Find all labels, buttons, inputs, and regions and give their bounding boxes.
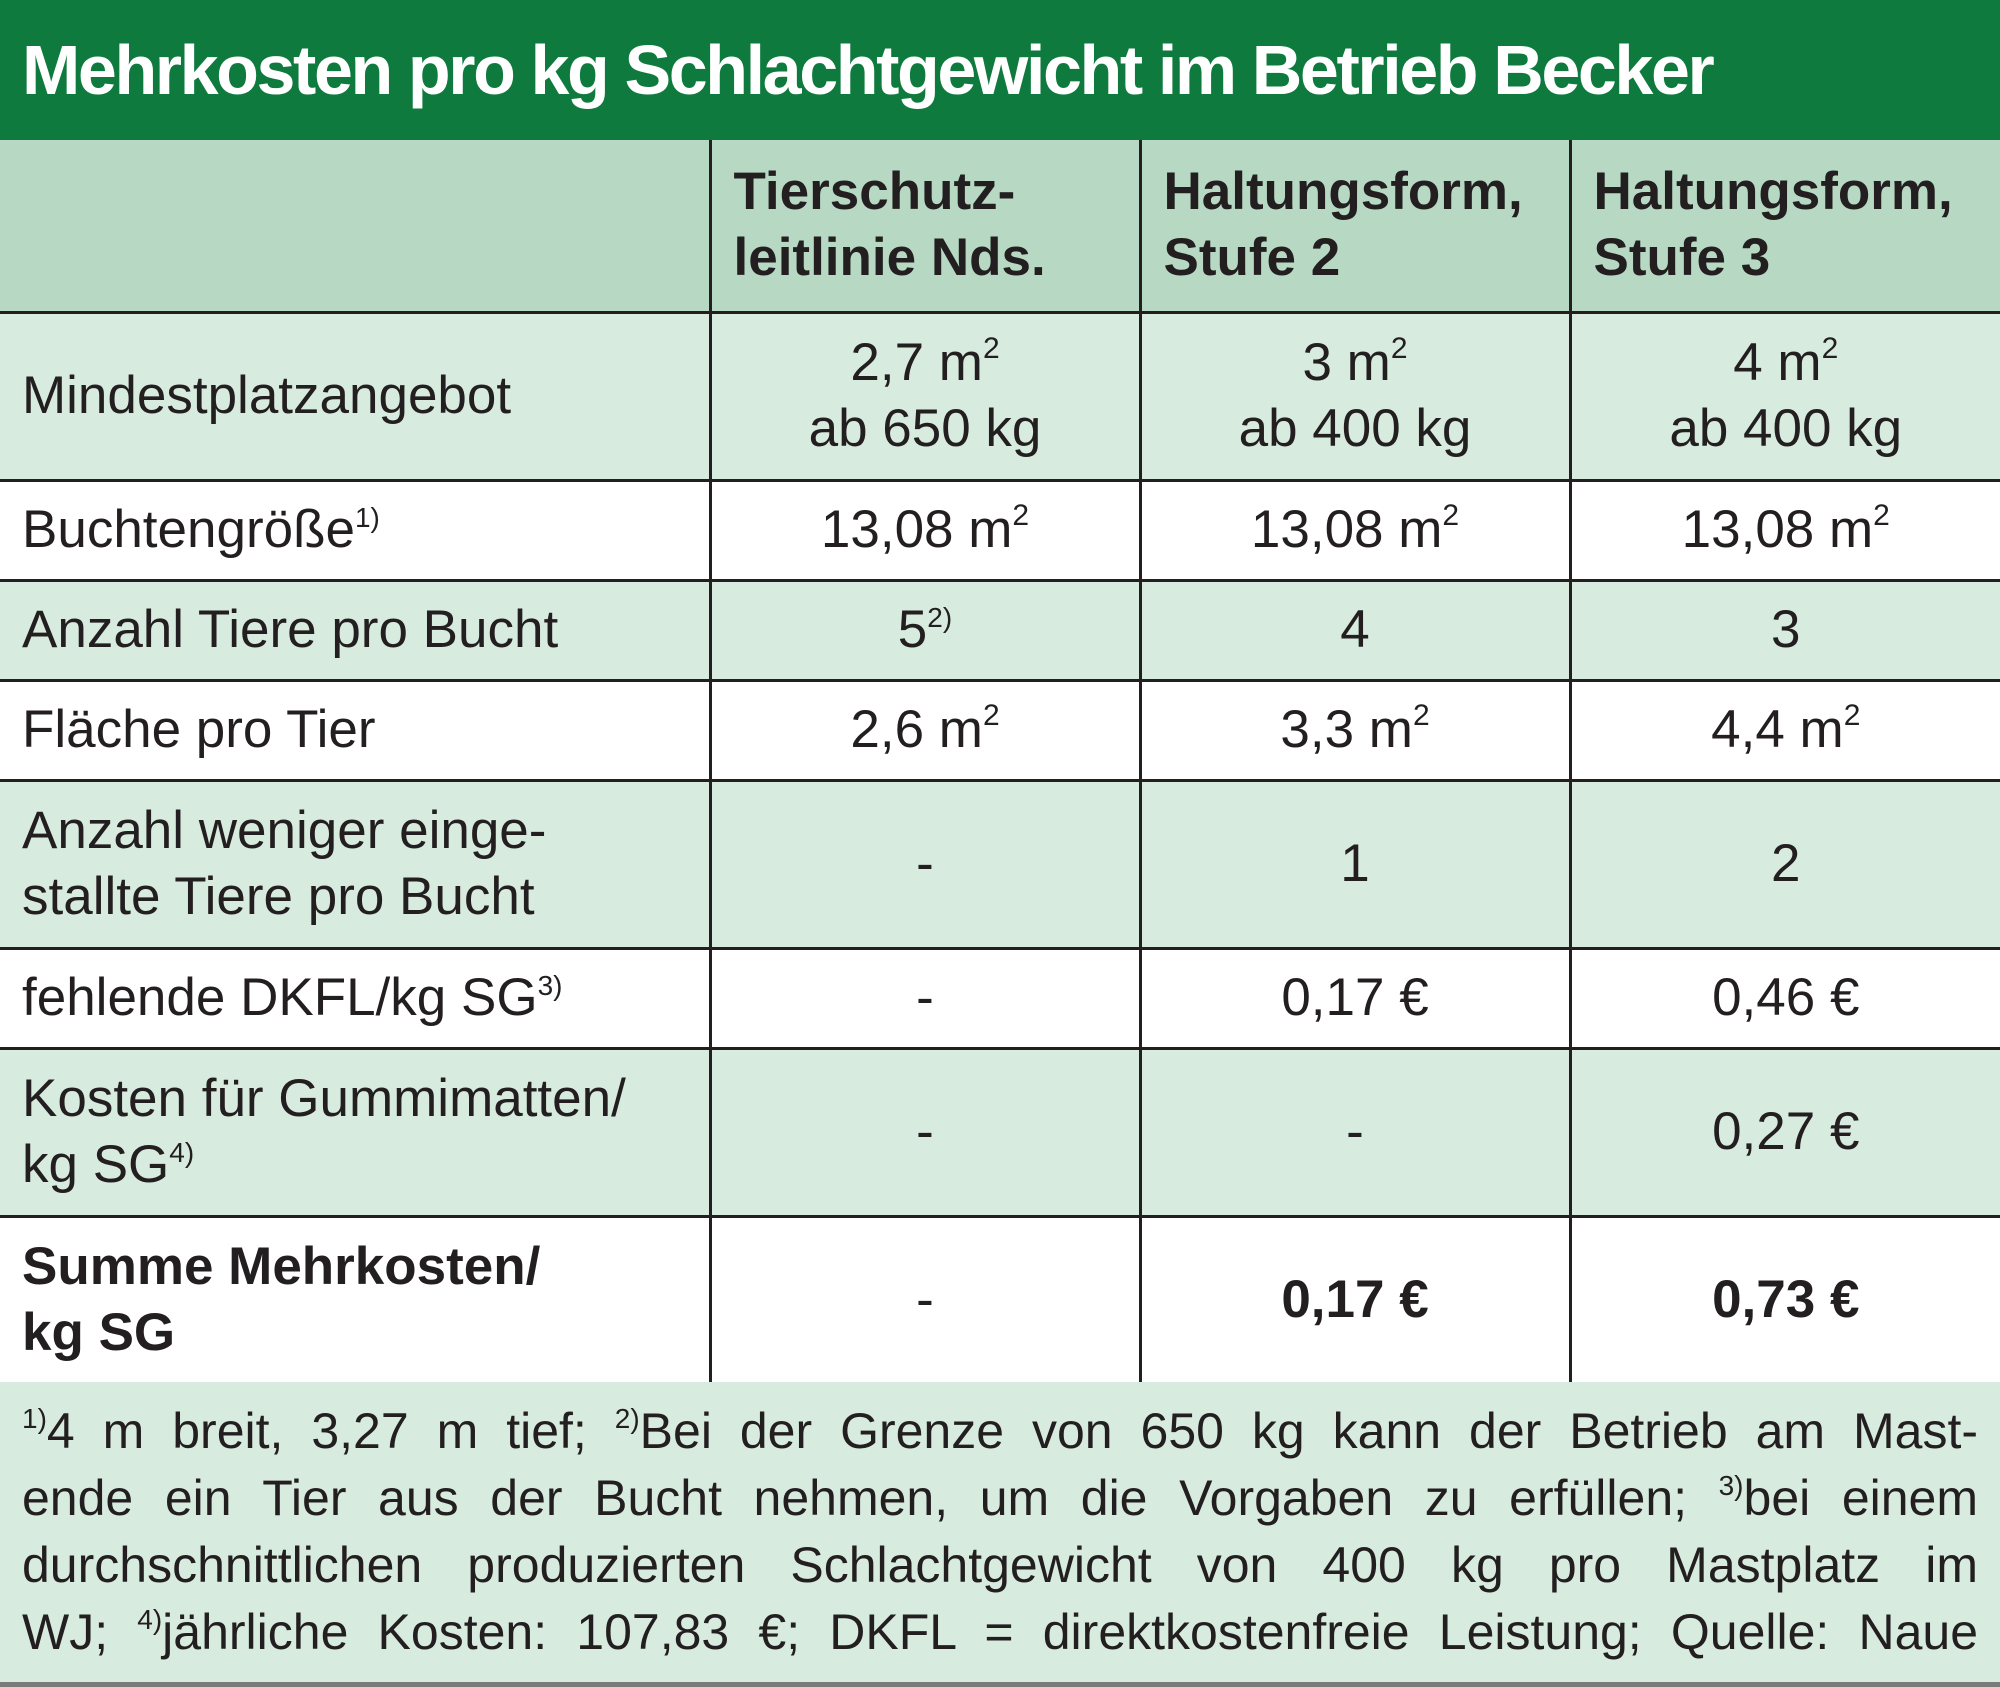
table-cell: 13,08 $m^2$ bbox=[710, 480, 1140, 580]
table-row-weniger-tiere bbox=[0, 780, 2000, 948]
footnote-marker: 3) bbox=[537, 970, 563, 1001]
row-label: Fläche pro Tier bbox=[0, 680, 710, 780]
row-label: Buchtengröße$^{1)}$ bbox=[0, 480, 710, 580]
footnote-line: ende ein Tier aus der Bucht nehmen, um die Vorgaben zu erfüllen; $^{3)}$bei einem bbox=[22, 1470, 1979, 1526]
bottom-rule bbox=[0, 1682, 2000, 1687]
footnote-line: WJ; $^{4)}$jährliche Kosten: 107,83 €; DKFL = direktkostenfreie Leistung; Quelle: Naue bbox=[22, 1604, 1978, 1660]
header-cell-tierschutzleitlinie bbox=[710, 140, 1140, 312]
table-row-mindestplatzangebot bbox=[0, 312, 2000, 480]
table-cell: 0,17 € bbox=[1140, 948, 1570, 1048]
table-row-gummimatten bbox=[0, 1048, 2000, 1216]
table-cell: 4,4 $m^2$ bbox=[1570, 680, 2000, 780]
row-label: Summe Mehrkosten/ kg SG bbox=[0, 1216, 710, 1384]
header-line: Haltungsform, bbox=[1163, 162, 1523, 222]
header-row bbox=[0, 140, 2000, 312]
row-label: Mindestplatzangebot bbox=[0, 312, 710, 480]
table-cell: 3,3 $m^2$ bbox=[1140, 680, 1570, 780]
table-cell: 2,6 $m^2$ bbox=[710, 680, 1140, 780]
table-cell: 5$^{2)}$ bbox=[710, 580, 1140, 680]
table-cell: 13,08 $m^2$ bbox=[1570, 480, 2000, 580]
table-title: Mehrkosten pro kg Schlachtgewicht im Betrieb Becker bbox=[0, 0, 2000, 140]
table-cell: 0,46 € bbox=[1570, 948, 2000, 1048]
cost-table bbox=[0, 140, 2000, 1386]
table-cell: - bbox=[710, 1216, 1140, 1384]
table-row-flaeche-pro-tier bbox=[0, 680, 2000, 780]
footnote-line: $^{1)}$4 m breit, 3,27 m tief; $^{2)}$Bei der Grenze von 650 kg kann der Betrieb am Mast- bbox=[22, 1403, 1979, 1459]
header-cell-stufe-2 bbox=[1140, 140, 1570, 312]
footnote-marker: 4) bbox=[169, 1137, 195, 1168]
table-cell: 3 bbox=[1570, 580, 2000, 680]
header-line: Stufe 3 bbox=[1593, 228, 1771, 288]
table-row-fehlende-dkfl bbox=[0, 948, 2000, 1048]
table-cell: 4 $m^2$ ab 400 kg bbox=[1570, 312, 2000, 480]
header-cell-stufe-3 bbox=[1570, 140, 2000, 312]
table-cell: 3 $m^2$ ab 400 kg bbox=[1140, 312, 1570, 480]
table-row-summe bbox=[0, 1216, 2000, 1384]
table-cell: 0,27 € bbox=[1570, 1048, 2000, 1216]
table-cell: - bbox=[1140, 1048, 1570, 1216]
table-row-anzahl-tiere bbox=[0, 580, 2000, 680]
table-row-buchtengroesse bbox=[0, 480, 2000, 580]
footnote-marker: 2) bbox=[927, 602, 953, 633]
table-cell: - bbox=[710, 1048, 1140, 1216]
header-line: Tierschutz- bbox=[733, 162, 1016, 222]
header-line: Haltungsform, bbox=[1593, 162, 1953, 222]
footnote-marker: 1) bbox=[354, 502, 380, 533]
table-cell: 4 bbox=[1140, 580, 1570, 680]
table-cell: - bbox=[710, 780, 1140, 948]
table-cell: 1 bbox=[1140, 780, 1570, 948]
table-cell: 13,08 $m^2$ bbox=[1140, 480, 1570, 580]
table-cell: - bbox=[710, 948, 1140, 1048]
table-cell: 2,7 $m^2$ ab 650 kg bbox=[710, 312, 1140, 480]
table-cell: 2 bbox=[1570, 780, 2000, 948]
row-label: Anzahl weniger einge- stallte Tiere pro Bucht bbox=[0, 780, 710, 948]
footnotes bbox=[0, 1382, 2000, 1687]
table-cell: 0,17 € bbox=[1140, 1216, 1570, 1384]
row-label: Kosten für Gummimatten/ kg SG$^{4)}$ bbox=[0, 1048, 710, 1216]
row-label: Anzahl Tiere pro Bucht bbox=[0, 580, 710, 680]
header-empty-cell bbox=[0, 140, 710, 312]
header-line: leitlinie Nds. bbox=[733, 228, 1046, 288]
row-label: fehlende DKFL/kg SG$^{3)}$ bbox=[0, 948, 710, 1048]
header-line: Stufe 2 bbox=[1163, 228, 1341, 288]
table-cell: 0,73 € bbox=[1570, 1216, 2000, 1384]
footnote-line: durchschnittlichen produzierten Schlachtgewicht von 400 kg pro Mastplatz im bbox=[22, 1537, 1978, 1593]
